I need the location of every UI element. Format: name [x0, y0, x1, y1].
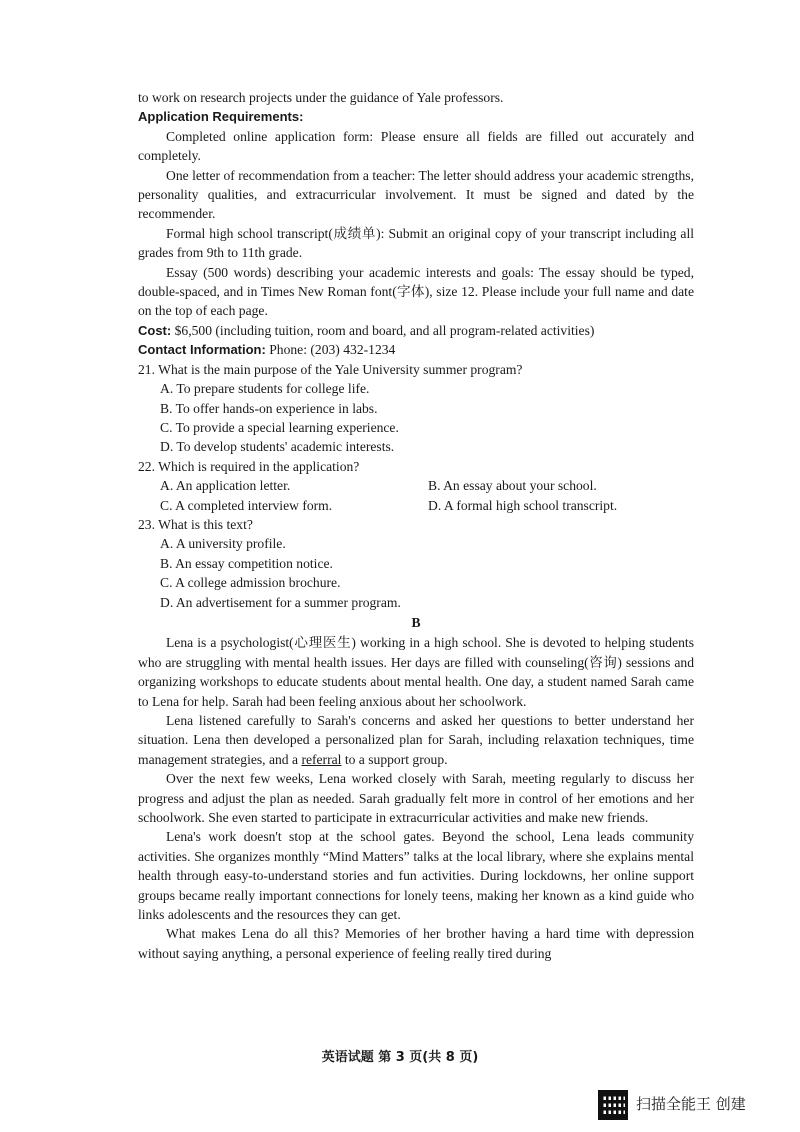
requirement-2: One letter of recommendation from a teacher: The letter should address your academic strengths, personality qualities, and extracurricular involvement. It must be signed and dated by the recommender. [138, 167, 694, 222]
p2-start: Lena listened carefully to Sarah's concerns and asked her questions to better understand her situation. Lena then developed a personalized plan for Sarah, including relaxation techniques, time management strategies, and a [138, 713, 694, 767]
underlined-word: referral [301, 751, 342, 767]
q21-option-c: C. To provide a special learning experience. [160, 419, 399, 435]
contact-line [138, 340, 694, 359]
q21-option-d: D. To develop students' academic interests. [160, 439, 395, 455]
question-23: 23. What is this text? [138, 516, 253, 532]
contact-text: Phone: (203) 432-1234 [265, 342, 396, 358]
passage-b-paragraph-4: Lena's work doesn't stop at the school gates. Beyond the school, Lena leads community activities. She organizes monthly “Mind Matters” talks at the local library, where she explains mental health through easy-to-understand stories and fun activities. During lockdowns, her online support groups became really important connections for lonely teens, making her known as a kind guide who links adolescents and the resources they can get. [138, 829, 694, 923]
q22-option-c: C. A completed interview form. [160, 497, 333, 513]
passage-b-paragraph-5: What makes Lena do all this? Memories of her brother having a hard time with depression without saying anything, a personal experience of feeling really tired during [138, 926, 694, 961]
requirement-1: Completed online application form: Please ensure all fields are filled out accurately and completely. [138, 128, 694, 164]
page-footer: 英语试题 第 3 页(共 8 页) [321, 1050, 479, 1065]
q23-option-d: D. An advertisement for a summer program. [160, 594, 401, 610]
passage-b-paragraph-1: Lena is a psychologist(心理医生) working in a high school. She is devoted to helping students who are struggling with mental health issues. Her days are filled with counseling(咨询) sessions and organizing workshops to educate students about mental health. One day, a student named Sarah came to Lena for help. Sarah had been feeling anxious about her schoolwork. [138, 635, 694, 709]
cost-text: $6,500 (including tuition, room and board, and all program-related activities) [171, 322, 595, 338]
q22-option-b: B. An essay about your school. [428, 478, 597, 494]
qr-code-icon [598, 1090, 628, 1120]
cost-line [138, 321, 694, 340]
q22-options-row-1 [160, 476, 694, 495]
contact-label: Contact Information: [138, 342, 266, 358]
q22-option-a: A. An application letter. [160, 478, 291, 494]
p2-end: to a support group. [341, 751, 448, 767]
scanner-watermark [598, 1090, 746, 1120]
requirement-4: Essay (500 words) describing your academic interests and goals: The essay should be typed, double-spaced, and in Times New Roman font(字体), size 12. Please include your full name and date on the top of each page. [138, 264, 694, 319]
question-21: 21. What is the main purpose of the Yale University summer program? [138, 361, 523, 377]
exam-page [138, 88, 694, 963]
q23-option-a: A. A university profile. [160, 536, 286, 552]
q23-option-c: C. A college admission brochure. [160, 575, 341, 591]
watermark-text: 扫描全能王 创建 [636, 1095, 746, 1114]
q23-option-b: B. An essay competition notice. [160, 555, 333, 571]
cost-label: Cost: [138, 322, 172, 338]
passage-b-paragraph-3: Over the next few weeks, Lena worked closely with Sarah, meeting regularly to discuss her progress and adjust the plan as needed. Sarah gradually felt more in control of her emotions and her schoolwork. She even started to participate in extracurricular activities and make new friends. [138, 771, 694, 826]
question-22: 22. Which is required in the application? [138, 458, 360, 474]
q22-option-d: D. A formal high school transcript. [428, 497, 618, 513]
passage-b-paragraph-2 [138, 711, 694, 769]
passage-b-label: B [411, 614, 421, 630]
requirements-heading: Application Requirements: [138, 109, 304, 125]
q21-option-b: B. To offer hands-on experience in labs. [160, 400, 378, 416]
passage-a-intro-tail: to work on research projects under the guidance of Yale professors. [138, 90, 504, 105]
q21-option-a: A. To prepare students for college life. [160, 381, 370, 397]
requirement-3: Formal high school transcript(成绩单): Submit an original copy of your transcript including all grades from 9th to 11th grade. [138, 225, 694, 261]
q22-options-row-2 [160, 496, 694, 515]
